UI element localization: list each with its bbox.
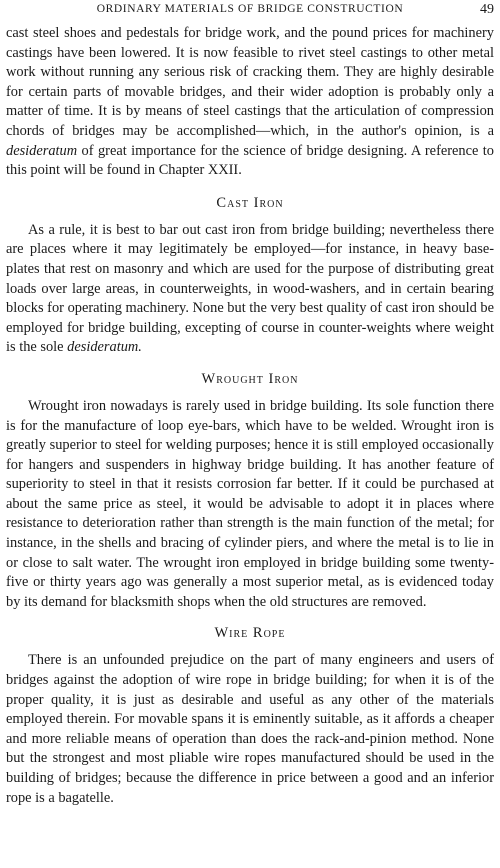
- wire-rope-paragraph: There is an unfounded prejudice on the part of many engineers and users of bridges against the adoption of wire rope in bridge building; for when it is of the proper quality, it is just as desirable and useful as any other of the materials employed therein. For movable spans it is eminently suitable, as it affords a cheaper and more reliable means of operation than does the rack-and-pinion method. None but the strongest and most pliable wire ropes manufactured should be used in the building of bridges; because the difference in price between a good and an inferior rope is a bagatelle.: [6, 652, 494, 806]
- section-heading-cast-iron: Cast Iron: [216, 194, 284, 211]
- cast-iron-text: As a rule, it is best to bar out cast iron from bridge building; nevertheless there are places where it may legitimately be employed—for instance, in heavy base-plates that rest on masonry and which are used for the purpose of distributing great loads over large areas, in counterweights, in wood-washers, and in certain bearing blocks for operating machinery. None but the very best quality of cast iron should be employed for bridge building, excepting of course in counter-weights where weight is the sole: [6, 221, 494, 356]
- running-head-title: ORDINARY MATERIALS OF BRIDGE CONSTRUCTION: [96, 3, 404, 15]
- page-number: 49: [480, 2, 494, 17]
- section-heading-wire-rope: Wire Rope: [214, 625, 286, 642]
- intro-emphasis: desideratum: [6, 142, 78, 159]
- running-head: [6, 0, 494, 20]
- intro-text-end: of great importance for the science of bridge designing. A reference to this point will be found in Chapter XXII.: [6, 142, 494, 179]
- wrought-iron-paragraph: Wrought iron nowadays is rarely used in bridge building. Its sole function there is for the manufacture of loop eye-bars, which have to be welded. Wrought iron is greatly superior to steel for welding purposes; hence it is still employed occasionally for hangers and suspenders in highway bridge building. It has another feature of superiority to steel in that it resists corrosion far better. If it could be purchased at about the same price as steel, it would be advisable to adopt it in places where resistance to deterioration rather than strength is the main function of the metal; for instance, in the shells and bracing of cylinder piers, and where the metal is to lie in or close to salt water. The wrought iron employed in bridge building some twenty-five or thirty years ago was generally a most superior metal, as is evidenced today by its demand for blacksmith shops when the old structures are removed.: [6, 397, 494, 610]
- cast-iron-paragraph: [6, 221, 494, 358]
- section-heading-wrought-iron: Wrought Iron: [201, 370, 299, 387]
- intro-paragraph: [6, 24, 494, 181]
- intro-text: cast steel shoes and pedestals for bridge work, and the pound prices for machinery castings have been lowered. It is now feasible to rivet steel castings to other metal work without running any serious risk of cracking them. They are highly desirable for certain parts of movable bridges, and their wider adoption is probably only a matter of time. It is by means of steel castings that the articulation of compression chords of bridges may be accomplished—which, in the author's opinion, is a: [6, 25, 494, 139]
- cast-iron-emphasis: desideratum.: [67, 339, 142, 356]
